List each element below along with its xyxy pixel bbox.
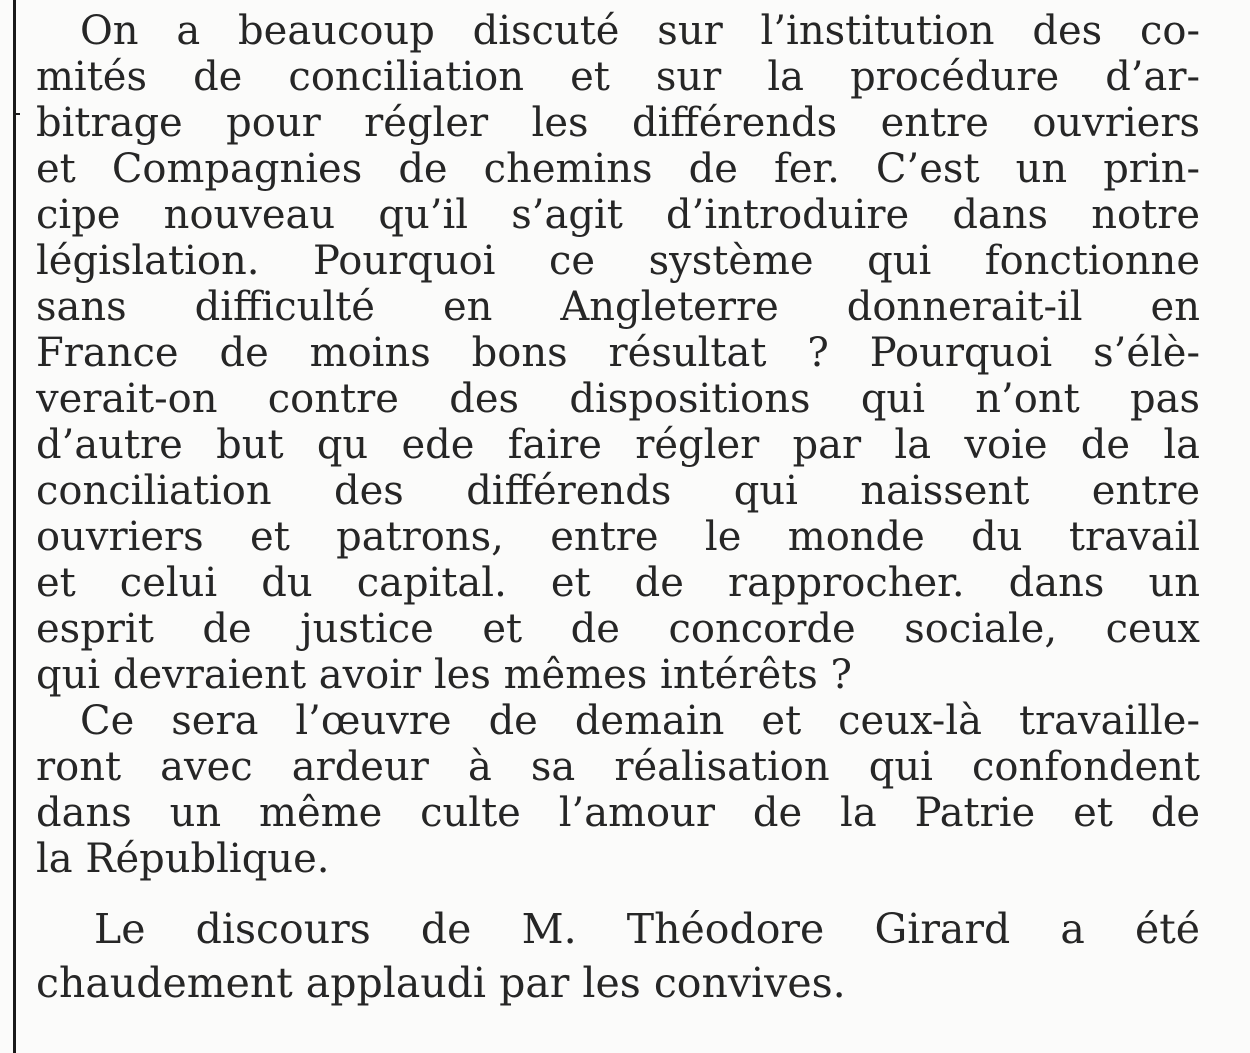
text-line: ouvriers et patrons, entre le monde du travail: [36, 514, 1200, 560]
text-line: et Compagnies de chemins de fer. C’est un prin-: [36, 146, 1200, 192]
text-line: chaudement applaudi par les convives.: [36, 959, 846, 1007]
paragraph-2: [36, 698, 1200, 882]
text-line: On a beaucoup discuté sur l’institution des co-: [80, 8, 1200, 54]
closing-paragraph: [36, 902, 1200, 1010]
text-line: mités de conciliation et sur la procédure d’ar-: [36, 54, 1200, 100]
paragraph-1: [36, 8, 1200, 698]
text-line: qui devraient avoir les mêmes intérêts ?: [36, 652, 852, 698]
article-body: [36, 8, 1200, 882]
text-line: législation. Pourquoi ce système qui fonctionne: [36, 238, 1200, 284]
text-line: France de moins bons résultat ? Pourquoi s’élè-: [36, 330, 1200, 376]
text-line: cipe nouveau qu’il s’agit d’introduire dans notre: [36, 192, 1200, 238]
text-line: conciliation des différends qui naissent entre: [36, 468, 1200, 514]
text-line: esprit de justice et de concorde sociale, ceux: [36, 606, 1200, 652]
text-line: Le discours de M. Théodore Girard a été: [94, 905, 1200, 953]
text-line: et celui du capital. et de rapprocher. dans un: [36, 560, 1200, 606]
text-line: bitrage pour régler les différends entre ouvriers: [36, 100, 1200, 146]
text-line: ront avec ardeur à sa réalisation qui confondent: [36, 744, 1200, 790]
text-line: d’autre but qu ede faire régler par la voie de la: [36, 422, 1200, 468]
text-line: verait-on contre des dispositions qui n’ont pas: [36, 376, 1200, 422]
text-line: la République.: [36, 836, 330, 882]
text-line: Ce sera l’œuvre de demain et ceux-là travaille-: [80, 698, 1200, 744]
column-rule: [13, 0, 16, 1053]
column-rule-tick: [16, 113, 20, 115]
text-line: dans un même culte l’amour de la Patrie et de: [36, 790, 1200, 836]
text-line: sans difficulté en Angleterre donnerait-il en: [36, 284, 1200, 330]
